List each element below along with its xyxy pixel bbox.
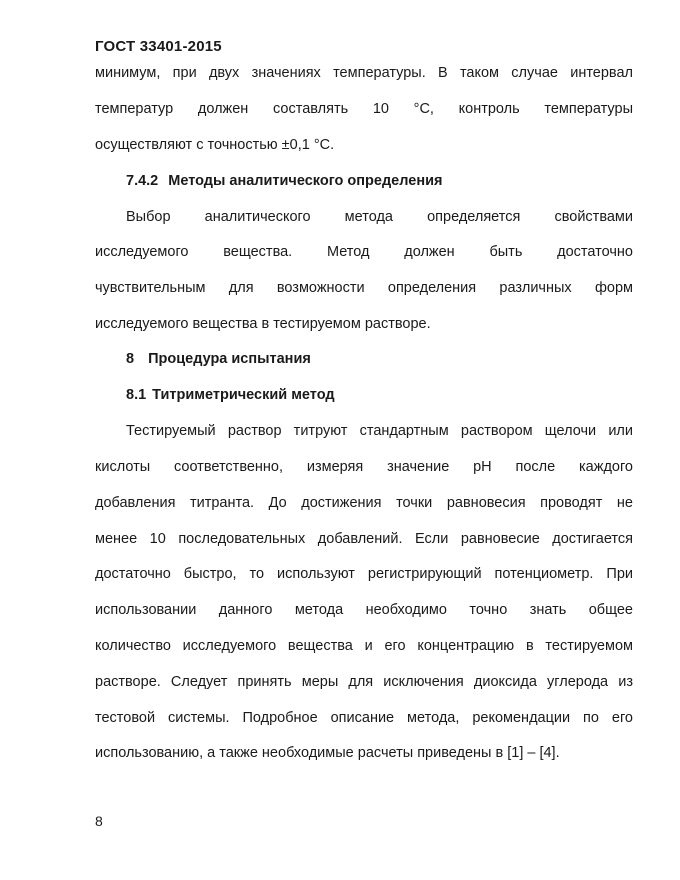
paragraph-line: использованию, а также необходимые расчеты приведены в [1] – [4]. <box>95 745 560 761</box>
section-heading <box>126 386 335 404</box>
section-number: 8 <box>126 351 135 367</box>
paragraph-line: осуществляют с точностью ±0,1 °С. <box>95 137 335 153</box>
document-header: ГОСТ 33401-2015 <box>95 38 222 55</box>
page-number: 8 <box>95 813 103 829</box>
section-heading <box>126 172 442 190</box>
section-number: 8.1 <box>126 387 147 403</box>
paragraph-line: минимум, при двух значениях температуры. В таком случае интервал <box>95 65 633 81</box>
section-number: 7.4.2 <box>126 173 159 189</box>
paragraph-line: Выбор аналитического метода определяется свойствами <box>126 209 633 225</box>
paragraph-line: кислоты соответственно, измеряя значение рН после каждого <box>95 459 633 475</box>
paragraph-line: исследуемого вещества в тестируемом растворе. <box>95 316 431 332</box>
paragraph-line: исследуемого вещества. Метод должен быть достаточно <box>95 244 633 260</box>
paragraph-line: Тестируемый раствор титруют стандартным раствором щелочи или <box>126 423 633 439</box>
paragraph-line: количество исследуемого вещества и его концентрацию в тестируемом <box>95 638 633 654</box>
paragraph-line: добавления титранта. До достижения точки равновесия проводят не <box>95 495 633 511</box>
section-title: Титриметрический метод <box>152 387 335 403</box>
paragraph-line: тестовой системы. Подробное описание метода, рекомендации по его <box>95 710 633 726</box>
paragraph-line: достаточно быстро, то используют регистрирующий потенциометр. При <box>95 566 633 582</box>
section-title: Процедура испытания <box>148 351 311 367</box>
paragraph-line: чувствительным для возможности определения различных форм <box>95 280 633 296</box>
paragraph-line: температур должен составлять 10 °С, контроль температуры <box>95 101 633 117</box>
paragraph-line: менее 10 последовательных добавлений. Если равновесие достигается <box>95 531 633 547</box>
section-title: Методы аналитического определения <box>168 173 443 189</box>
paragraph-line: использовании данного метода необходимо точно знать общее <box>95 602 633 618</box>
section-heading <box>126 350 311 368</box>
paragraph-line: растворе. Следует принять меры для исключения диоксида углерода из <box>95 674 633 690</box>
